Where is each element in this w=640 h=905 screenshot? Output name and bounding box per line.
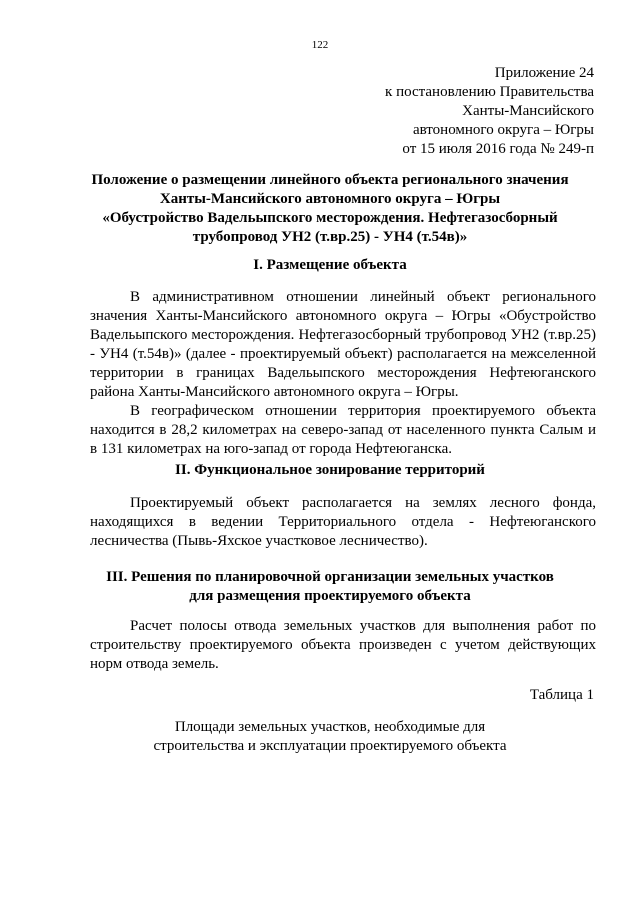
table-caption-line: строительства и эксплуатации проектируемого объекта — [153, 738, 507, 754]
appendix-line: Приложение 24 — [494, 65, 594, 81]
title-line: трубопровод УН2 (т.вр.25) - УН4 (т.54в)» — [192, 229, 468, 245]
title-line: Положение о размещении линейного объекта регионального значения — [91, 172, 569, 188]
section-heading-line: I. Размещение объекта — [253, 257, 407, 273]
title-line: «Обустройство Вадельыпского месторождения. Нефтегазосборный — [102, 210, 558, 226]
title-line: Ханты-Мансийского автономного округа – Югры — [159, 191, 501, 207]
page-number: 122 — [311, 39, 329, 51]
paragraph: В географическом отношении территория проектируемого объекта находится в 28,2 километрах на северо-запад от населенного пункта Салым и в 131 километрах на юго-запад от города Нефтеюганска. — [90, 403, 596, 457]
section-heading-line: II. Функциональное зонирование территорий — [175, 462, 485, 478]
table-label: Таблица 1 — [529, 687, 594, 703]
section-heading-line: для размещения проектируемого объекта — [189, 588, 471, 604]
appendix-line: от 15 июля 2016 года № 249-п — [402, 141, 594, 157]
paragraph: Проектируемый объект располагается на землях лесного фонда, находящихся в ведении Территориального отдела - Нефтеюганского лесничества (Пывь-Яхское участковое лесничество). — [90, 495, 596, 549]
section-heading-1 — [60, 256, 600, 275]
appendix-line: автономного округа – Югры — [412, 122, 594, 138]
paragraph: В административном отношении линейный объект регионального значения Ханты-Мансийского автономного округа – Югры «Обустройство Вадельыпского месторождения. Нефтегазосборный трубопровод УН2 (т.вр.25) - УН4 (т.54в)» (далее - проектируемый объект) располагается на межселенной территории в границах Вадельыпского месторождения Нефтеюганского района Ханты-Мансийского автономного округа – Югры. — [90, 289, 596, 400]
paragraph: Расчет полосы отвода земельных участков для выполнения работ по строительству проектируемого объекта произведен с учетом действующих норм отвода земель. — [90, 618, 596, 672]
section-heading-3 — [60, 568, 600, 606]
table-caption — [60, 718, 600, 756]
section-heading-line: III. Решения по планировочной организации земельных участков — [106, 569, 554, 585]
section-heading-2 — [60, 461, 600, 480]
table-caption-line: Площади земельных участков, необходимые для — [174, 719, 486, 735]
appendix-block — [385, 64, 594, 159]
document-title — [60, 171, 600, 247]
appendix-line: Ханты-Мансийского — [462, 103, 594, 119]
appendix-line: к постановлению Правительства — [385, 84, 594, 100]
